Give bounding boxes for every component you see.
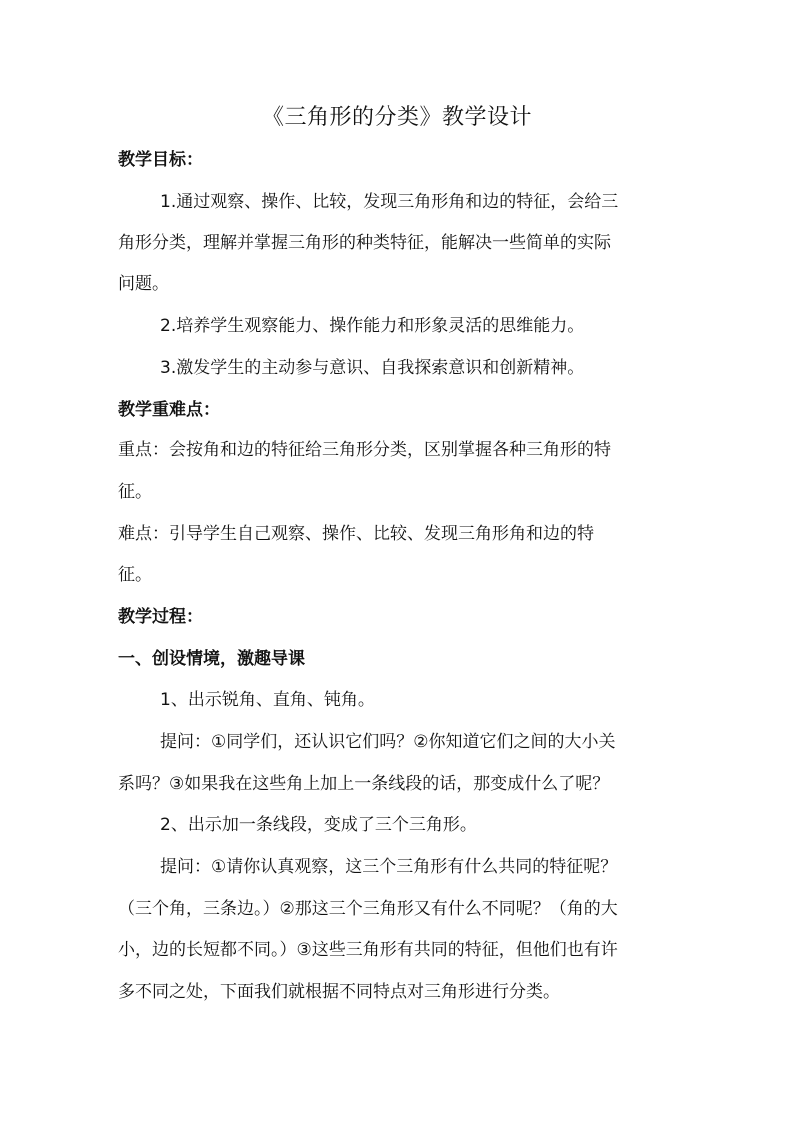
difficult-point-line-1: 难点：引导学生自己观察、操作、比较、发现三角形角和边的特 xyxy=(118,524,594,544)
process-heading: 教学过程： xyxy=(118,607,203,627)
key-points-heading: 教学重难点： xyxy=(118,400,220,420)
step-1: 1、出示锐角、直角、钝角。 xyxy=(160,690,375,710)
objective-1-line-3: 问题。 xyxy=(118,274,169,294)
step-2: 2、出示加一条线段，变成了三个三角形。 xyxy=(160,815,477,835)
objective-1-line-1: 1.通过观察、操作、比较，发现三角形角和边的特征，会给三 xyxy=(160,192,619,212)
question-1-line-1: 提问：①同学们，还认识它们吗？②你知道它们之间的大小关 xyxy=(160,732,616,752)
question-2-line-2: （三个角，三条边。）②那这三个三角形又有什么不同呢？（角的大 xyxy=(118,899,618,919)
question-2-line-1: 提问：①请你认真观察，这三个三角形有什么共同的特征呢？ xyxy=(160,857,618,877)
objective-1-line-2: 角形分类，理解并掌握三角形的种类特征，能解决一些简单的实际 xyxy=(118,233,611,253)
key-point-line-2: 征。 xyxy=(118,482,152,502)
objective-2: 2.培养学生观察能力、操作能力和形象灵活的思维能力。 xyxy=(160,316,585,336)
question-2-line-3: 小，边的长短都不同。）③这些三角形有共同的特征，但他们也有许 xyxy=(118,940,618,960)
objective-3: 3.激发学生的主动参与意识、自我探索意识和创新精神。 xyxy=(160,358,585,378)
key-point-line-1: 重点：会按角和边的特征给三角形分类，区别掌握各种三角形的特 xyxy=(118,440,611,460)
question-1-line-2: 系吗？③如果我在这些角上加上一条线段的话，那变成什么了呢？ xyxy=(118,774,610,794)
difficult-point-line-2: 征。 xyxy=(118,565,152,585)
section-1-heading: 一、创设情境，激趣导课 xyxy=(118,649,305,669)
document-title: 《三角形的分类》教学设计 xyxy=(261,105,532,130)
objectives-heading: 教学目标： xyxy=(118,150,203,170)
question-2-line-4: 多不同之处，下面我们就根据不同特点对三角形进行分类。 xyxy=(118,982,560,1002)
